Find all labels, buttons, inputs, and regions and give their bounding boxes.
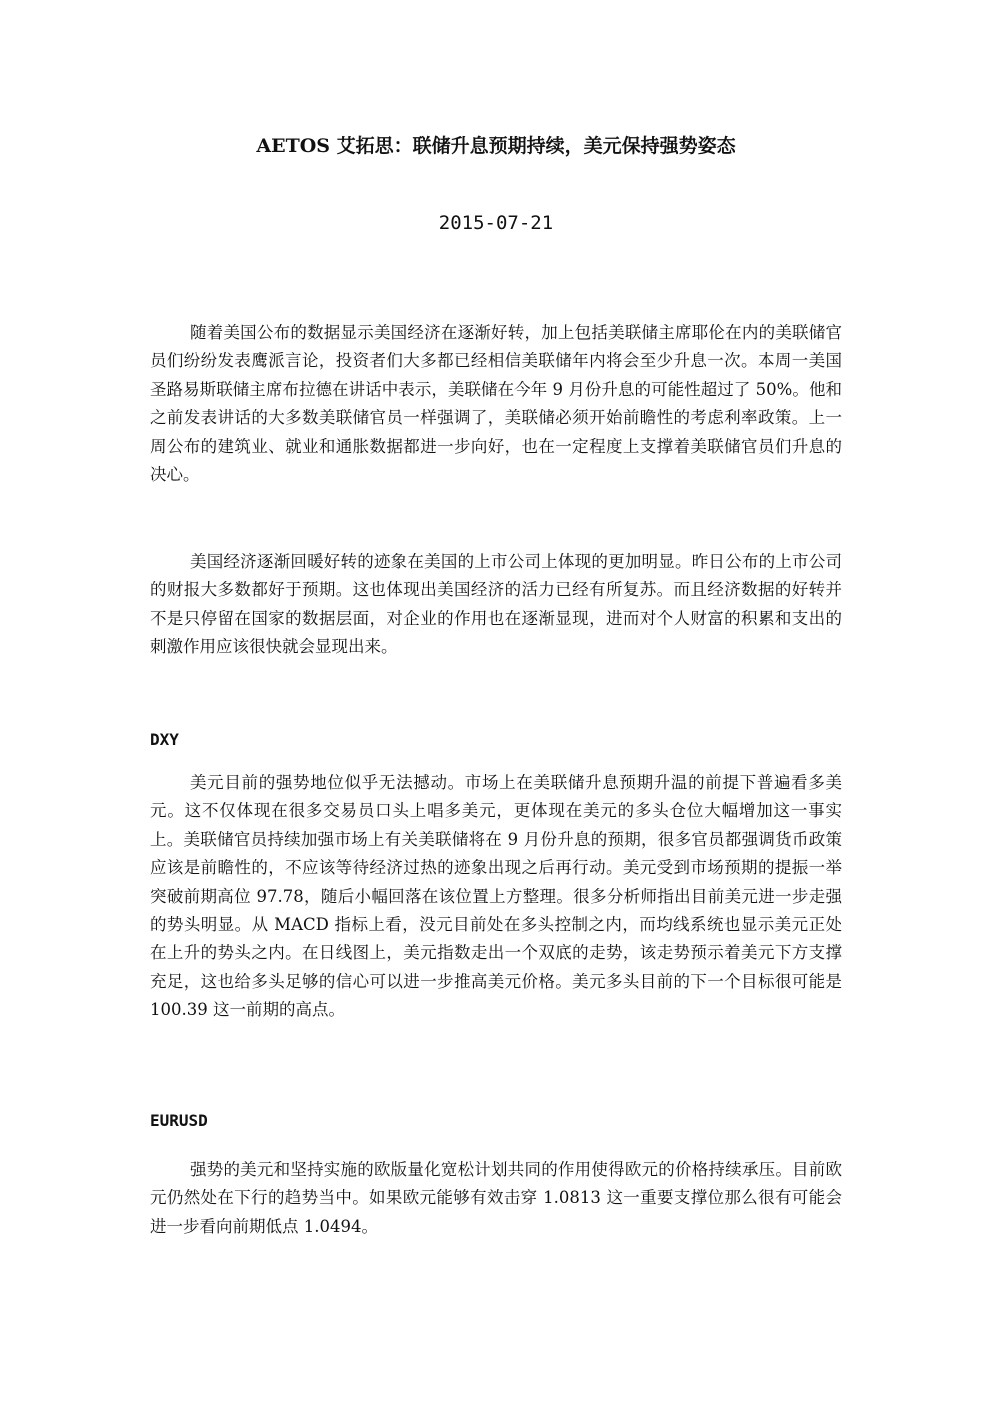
section-body-dxy: 美元目前的强势地位似乎无法撼动。市场上在美联储升息预期升温的前提下普遍看多美元。这不仅体现在很多交易员口头上唱多美元，更体现在美元的多头仓位大幅增加这一事实上。美联储官员持续加强市场上有关美联储将在 9 月份升息的预期，很多官员都强调货币政策应该是前瞻性的，不应该等待经济过热的迹象出现之后再行动。美元受到市场预期的提振一举突破前期高位 97.78，随后小幅回落在该位置上方整理。很多分析师指出目前美元进一步走强的势头明显。从 MACD 指标上看，没元目前处在多头控制之内，而均线系统也显示美元正处在上升的势头之内。在日线图上，美元指数走出一个双底的走势，该走势预示着美元下方支撑充足，这也给多头足够的信心可以进一步推高美元价格。美元多头目前的下一个目标很可能是 100.39 这一前期的高点。 bbox=[150, 773, 842, 1020]
document-title: AETOS 艾拓思：联储升息预期持续，美元保持强势姿态 bbox=[256, 135, 736, 157]
section-heading-eurusd: EURUSD bbox=[150, 1111, 208, 1130]
section-heading-dxy: DXY bbox=[150, 730, 179, 749]
paragraph-corporate: 美国经济逐渐回暖好转的迹象在美国的上市公司上体现的更加明显。昨日公布的上市公司的财报大多数都好于预期。这也体现出美国经济的活力已经有所复苏。而且经济数据的好转并不是只停留在国家的数据层面，对企业的作用也在逐渐显现，进而对个人财富的积累和支出的刺激作用应该很快就会显现出来。 bbox=[150, 552, 842, 657]
paragraph-intro: 随着美国公布的数据显示美国经济在逐渐好转，加上包括美联储主席耶伦在内的美联储官员们纷纷发表鹰派言论，投资者们大多都已经相信美联储年内将会至少升息一次。本周一美国圣路易斯联储主席布拉德在讲话中表示，美联储在今年 9 月份升息的可能性超过了 50%。他和之前发表讲话的大多数美联储官员一样强调了，美联储必须开始前瞻性的考虑利率政策。上一周公布的建筑业、就业和通胀数据都进一步向好，也在一定程度上支撑着美联储官员们升息的决心。 bbox=[150, 323, 842, 485]
section-body-eurusd: 强势的美元和坚持实施的欧版量化宽松计划共同的作用使得欧元的价格持续承压。目前欧元仍然处在下行的趋势当中。如果欧元能够有效击穿 1.0813 这一重要支撑位那么很有可能会进一步看向前期低点 1.0494。 bbox=[150, 1160, 842, 1236]
document-date: 2015-07-21 bbox=[438, 212, 554, 234]
